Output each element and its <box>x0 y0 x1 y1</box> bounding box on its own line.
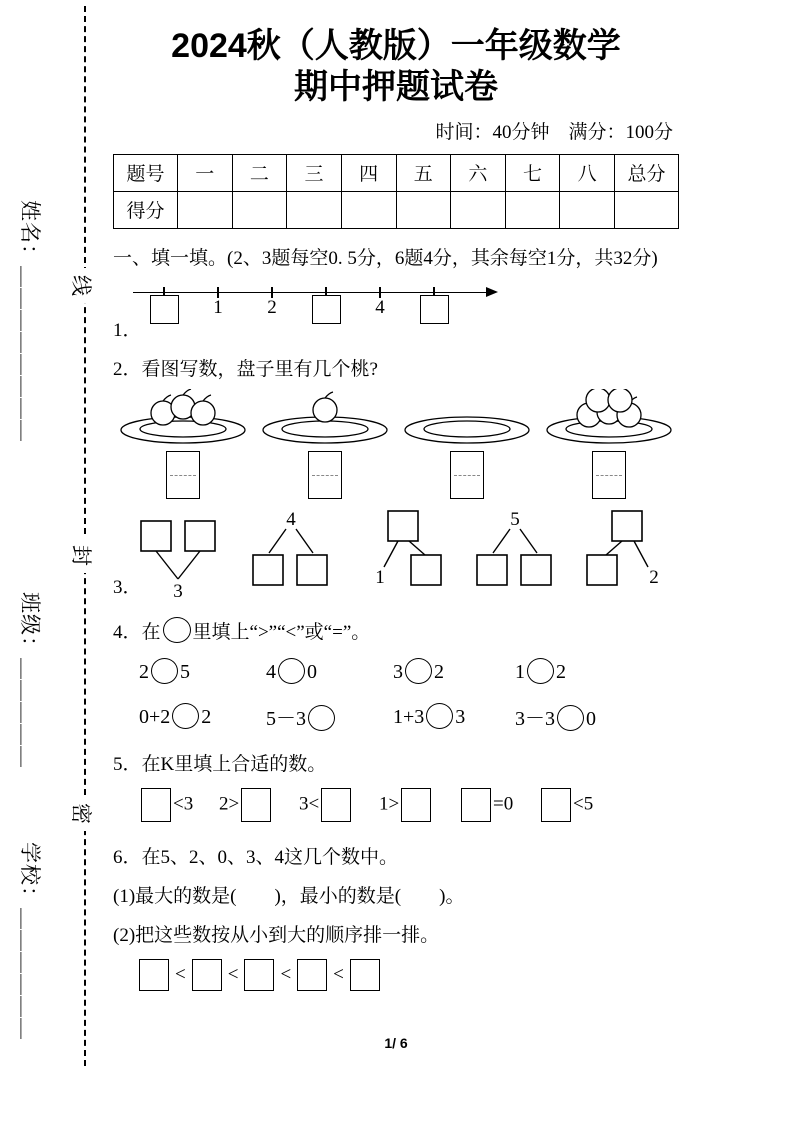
fill-item <box>539 788 619 822</box>
bond-value: 2 <box>649 566 659 588</box>
answer-box <box>450 451 484 499</box>
fill-item <box>459 788 539 822</box>
seal-char-mi: 密 <box>67 796 97 831</box>
question-6-sub2: (2)把这些数按从小到大的顺序排一排。 <box>113 924 440 946</box>
bond-value: 5 <box>510 508 520 530</box>
cmp-right: 2 <box>556 660 566 683</box>
answer-box <box>141 788 171 822</box>
cmp-right: 2 <box>434 660 444 683</box>
answer-box-dash <box>170 475 196 476</box>
section1-heading: 一、填一填。(2、3题每空0. 5分，6题4分，其余每空1分，共32分) <box>113 247 658 269</box>
peach-stem-icon <box>325 392 333 398</box>
page-number: 1/ 6 <box>384 1034 408 1051</box>
cmp-right: 2 <box>201 706 212 729</box>
exam-title-line1: 2024秋（人教版）一年级数学 <box>171 27 621 65</box>
peach-stem-icon <box>163 395 171 401</box>
time-score-info: 时间：40分钟 满分：100分 <box>435 121 673 143</box>
answer-circle <box>172 703 199 729</box>
fill-item <box>219 788 299 822</box>
cmp-right: 0 <box>307 660 317 683</box>
score-cell-empty <box>287 191 342 228</box>
student-school-field: 学校：＿＿＿＿＿＿ <box>18 842 42 1040</box>
number-line-label: 1 <box>213 296 223 318</box>
fill-pre: 2> <box>219 793 240 815</box>
exam-title-line2: 期中押题试卷 <box>294 68 498 107</box>
answer-box <box>308 451 342 499</box>
comparison-item <box>266 702 393 731</box>
question-4-heading <box>113 617 679 644</box>
fill-pre: 1> <box>379 793 400 815</box>
question-2-label: 看图写数，盘子里有几个桃? <box>141 358 378 380</box>
answer-circle <box>527 658 554 684</box>
question-2-number: 2． <box>113 358 142 380</box>
question-1-number: 1． <box>113 319 142 341</box>
less-than-sign: < <box>227 963 239 985</box>
bond-value: 3 <box>173 580 183 601</box>
peach-icon <box>313 398 337 422</box>
answer-box <box>401 788 431 822</box>
score-cell: 八 <box>560 154 615 191</box>
plate-with-peaches <box>539 389 679 445</box>
fill-post: <5 <box>573 793 594 815</box>
number-line-label: 4 <box>375 296 385 318</box>
score-cell: 五 <box>396 154 451 191</box>
question-1 <box>113 278 679 342</box>
answer-box <box>192 959 222 991</box>
peach-icon <box>586 389 610 412</box>
number-line-arrow-icon <box>486 287 498 297</box>
fill-item <box>379 788 459 822</box>
plate-with-peaches <box>255 389 395 445</box>
plate-group <box>539 389 679 499</box>
number-bond <box>243 509 343 601</box>
peach-stem-icon <box>203 395 211 401</box>
seal-dashed-line <box>84 6 86 1066</box>
exam-title <box>113 26 679 109</box>
fill-post: <3 <box>173 793 194 815</box>
number-bond <box>467 509 567 601</box>
answer-box <box>150 295 179 324</box>
number-bond <box>355 509 455 601</box>
answer-box-dash <box>454 475 480 476</box>
question-5-heading: 5．在K里填上合适的数。 <box>113 753 327 775</box>
score-cell: 四 <box>341 154 396 191</box>
score-table-score-row <box>114 191 679 228</box>
question-3 <box>113 509 679 605</box>
fill-post: =0 <box>493 793 514 815</box>
score-cell-empty <box>615 191 679 228</box>
bond-value: 4 <box>286 508 296 530</box>
cmp-left: 0+2 <box>139 706 171 729</box>
answer-box <box>321 788 351 822</box>
score-cell: 题号 <box>114 154 178 191</box>
answer-box <box>420 295 449 324</box>
cmp-left: 1 <box>515 660 525 683</box>
seal-char-feng: 封 <box>67 538 97 573</box>
cmp-left: 5－3 <box>266 707 306 730</box>
question-6-sub1: (1)最大的数是( )，最小的数是( )。 <box>113 885 465 907</box>
less-than-sign: < <box>333 963 344 985</box>
score-cell-empty <box>560 191 615 228</box>
peach-stem-icon <box>183 389 191 395</box>
answer-circle <box>278 658 305 684</box>
seal-char-xian: 线 <box>67 268 97 303</box>
number-line-label: 2 <box>267 296 277 318</box>
number-line <box>133 278 533 342</box>
peach-icon <box>191 401 215 425</box>
answer-box <box>541 788 571 822</box>
plate-group <box>397 389 537 499</box>
number-bonds-row <box>131 509 679 601</box>
comparison-item <box>515 658 637 684</box>
ordering-row <box>139 959 679 991</box>
number-bond <box>579 509 679 601</box>
score-table <box>113 154 679 229</box>
peach-icon <box>608 389 632 412</box>
comparison-item <box>266 658 393 684</box>
comparison-item <box>393 658 515 684</box>
comparison-item <box>393 703 515 729</box>
plate-group <box>255 389 395 499</box>
less-than-sign: < <box>280 963 292 985</box>
plates-row <box>113 389 679 499</box>
student-class-field: 班级：＿＿＿＿＿ <box>18 592 42 768</box>
comparison-grid <box>139 658 679 731</box>
answer-box <box>244 959 274 991</box>
number-bond <box>131 509 231 601</box>
answer-circle <box>426 703 453 729</box>
fill-item <box>299 788 379 822</box>
score-cell: 三 <box>287 154 342 191</box>
less-than-sign: < <box>175 963 186 985</box>
score-cell: 二 <box>232 154 287 191</box>
answer-box <box>461 788 491 822</box>
answer-box <box>139 959 169 991</box>
bond-value: 1 <box>375 566 385 588</box>
answer-box <box>241 788 271 822</box>
exam-content <box>113 0 679 1051</box>
score-cell-empty <box>341 191 396 228</box>
cmp-left: 4 <box>266 660 276 683</box>
comparison-item <box>515 702 637 731</box>
answer-circle <box>308 705 335 731</box>
question-4-number: 4．在 <box>113 621 161 643</box>
score-cell-empty <box>451 191 506 228</box>
question-6-heading: 6．在5、2、0、3、4这几个数中。 <box>113 846 399 868</box>
comparison-item <box>139 703 266 729</box>
score-cell: 总分 <box>615 154 679 191</box>
answer-circle <box>557 705 584 731</box>
cmp-left: 3－3 <box>515 707 555 730</box>
comparison-item <box>139 658 266 684</box>
answer-box-dash <box>312 475 338 476</box>
cmp-left: 3 <box>393 660 403 683</box>
cmp-right: 3 <box>455 706 466 729</box>
answer-box <box>350 959 380 991</box>
cmp-right: 5 <box>180 660 190 683</box>
score-cell: 六 <box>451 154 506 191</box>
question-2-text <box>113 354 679 381</box>
empty-plate <box>397 389 537 445</box>
answer-circle <box>405 658 432 684</box>
score-cell-empty <box>232 191 287 228</box>
score-cell-empty <box>505 191 560 228</box>
fill-pre: 3< <box>299 793 320 815</box>
score-cell-empty <box>396 191 451 228</box>
question-4-label: 里填上“>”“<”或“=”。 <box>192 621 371 643</box>
plate-with-peaches <box>113 389 253 445</box>
answer-box <box>166 451 200 499</box>
score-table-header-row <box>114 154 679 191</box>
score-cell: 得分 <box>114 191 178 228</box>
cmp-left: 2 <box>139 660 149 683</box>
plate-group <box>113 389 253 499</box>
cmp-left: 1+3 <box>393 706 425 729</box>
score-cell-empty <box>178 191 233 228</box>
student-name-field: 姓名：＿＿＿＿＿＿＿＿ <box>18 200 42 442</box>
circle-glyph <box>163 617 191 643</box>
fill-item <box>139 788 219 822</box>
score-cell: 一 <box>178 154 233 191</box>
cmp-right: 0 <box>586 707 596 730</box>
question-3-number: 3． <box>113 576 142 598</box>
number-line-axis <box>133 292 491 293</box>
answer-circle <box>151 658 178 684</box>
question-5-row <box>139 788 679 822</box>
score-cell: 七 <box>505 154 560 191</box>
answer-box <box>297 959 327 991</box>
answer-box <box>592 451 626 499</box>
answer-box-dash <box>596 475 622 476</box>
answer-box <box>312 295 341 324</box>
